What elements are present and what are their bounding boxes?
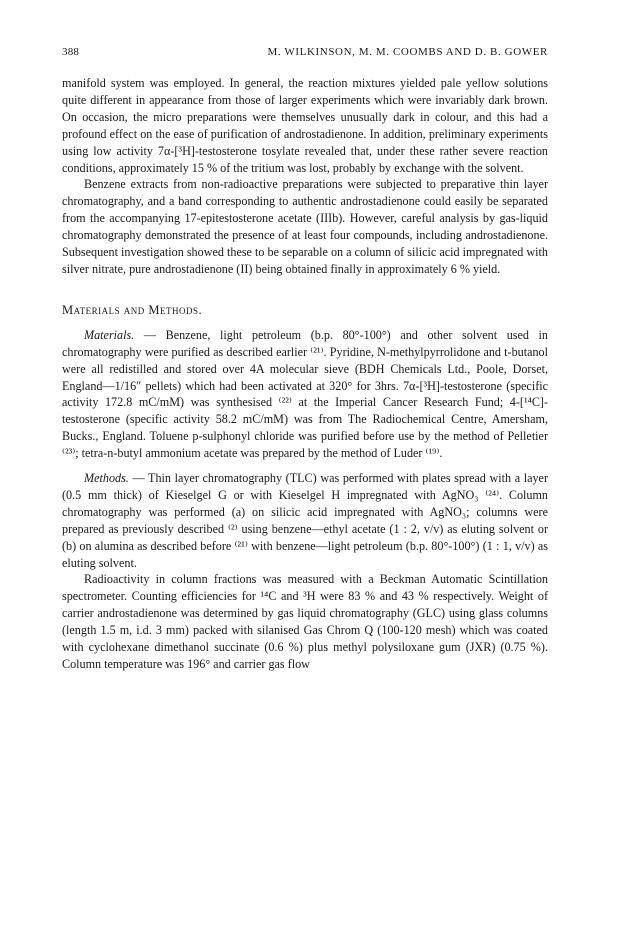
paragraph-radioactivity: Radioactivity in column fractions was measured with a Beckman Automatic Scintillation spectrometer. Counting efficiencies for ¹⁴C and ³H were 83 % and 43 % respectively. Weight of carrier androstadienone was determined by gas liquid chromatography (GLC) using glass columns (length 1.5 m, i.d. 3 mm) packed with silanised Gas Chrom Q (100-120 mesh) which was coated with cyclohexane dimethanol succinate (0.6 %) plus methyl polysiloxane gum (JXR) (0.75 %). Column temperature was 196° and carrier gas flow bbox=[62, 572, 548, 671]
running-title: M. WILKINSON, M. M. COOMBS AND D. B. GOWER bbox=[267, 46, 548, 58]
paragraph-methods bbox=[62, 470, 548, 571]
paragraph-benzene-extracts: Benzene extracts from non-radioactive preparations were subjected to preparative thin layer chromatography, and a band corresponding to authentic androstadienone could easily be separated from the accompanying 17-epitestosterone acetate (IIIb). However, careful analysis by gas-liquid chromatography demonstrated the presence of at least four compounds, including androstadienone. Subsequent investigation showed these to be separable on a column of silicic acid impregnated with silver nitrate, pure androstadienone (II) being obtained finally in approximately 6 % yield. bbox=[62, 177, 548, 276]
paragraph-continued: manifold system was employed. In general, the reaction mixtures yielded pale yellow solutions quite different in appearance from those of larger experiments which were invariably dark brown. On occasion, the micro preparations were themselves unusually dark in colour, and this had a profound effect on the ease of purification of androstadienone. In addition, preliminary experiments using low activity 7α-[³H]-testosterone tosylate revealed that, under these rather severe reaction conditions, approximately 15 % of the tritium was lost, probably by exchange with the solvent. bbox=[62, 76, 548, 175]
article-body bbox=[62, 75, 548, 673]
methods-text: — Thin layer chromatography (TLC) was performed with plates spread with a layer (0.5 mm thick) of Kieselgel G or with Kieselgel H impregnated with AgNO₃ ⁽²⁴⁾. Column chromatography was performed (a) on silicic acid impregnated with AgNO₃; columns were prepared as previously described ⁽²⁾ using benzene—ethyl acetate (1 : 2, v/v) as eluting solvent or (b) on alumina as described before ⁽²¹⁾ with benzene—light petroleum (b.p. 80°-100°) (1 : 1, v/v) as eluting solvent. bbox=[62, 471, 548, 570]
materials-text: — Benzene, light petroleum (b.p. 80°-100°) and other solvent used in chromatography were purified as described earlier ⁽²¹⁾. Pyridine, N-methylpyrrolidone and t-butanol were all redistilled and stored over 4A molecular sieve (BDH Chemicals Ltd., Poole, Dorset, England—1/16″ pellets) which had been activated at 320° for 3hrs. 7α-[³H]-testosterone (specific activity 172.8 mC/mM) was synthesised ⁽²²⁾ at the Imperial Cancer Research Fund; 4-[¹⁴C]-testosterone (specific activity 58.2 mC/mM) was from The Radiochemical Centre, Amersham, Bucks., England. Toluene p-sulphonyl chloride was purified before use by the method of Pelletier ⁽²³⁾; tetra-n-butyl ammonium acetate was prepared by the method of Luder ⁽¹⁹⁾. bbox=[62, 327, 548, 461]
page-number: 388 bbox=[62, 46, 80, 58]
paragraph-materials bbox=[62, 327, 548, 462]
materials-label: Materials. bbox=[84, 327, 135, 342]
section-heading: Materials and Methods. bbox=[62, 302, 203, 317]
methods-label: Methods. bbox=[84, 471, 129, 486]
